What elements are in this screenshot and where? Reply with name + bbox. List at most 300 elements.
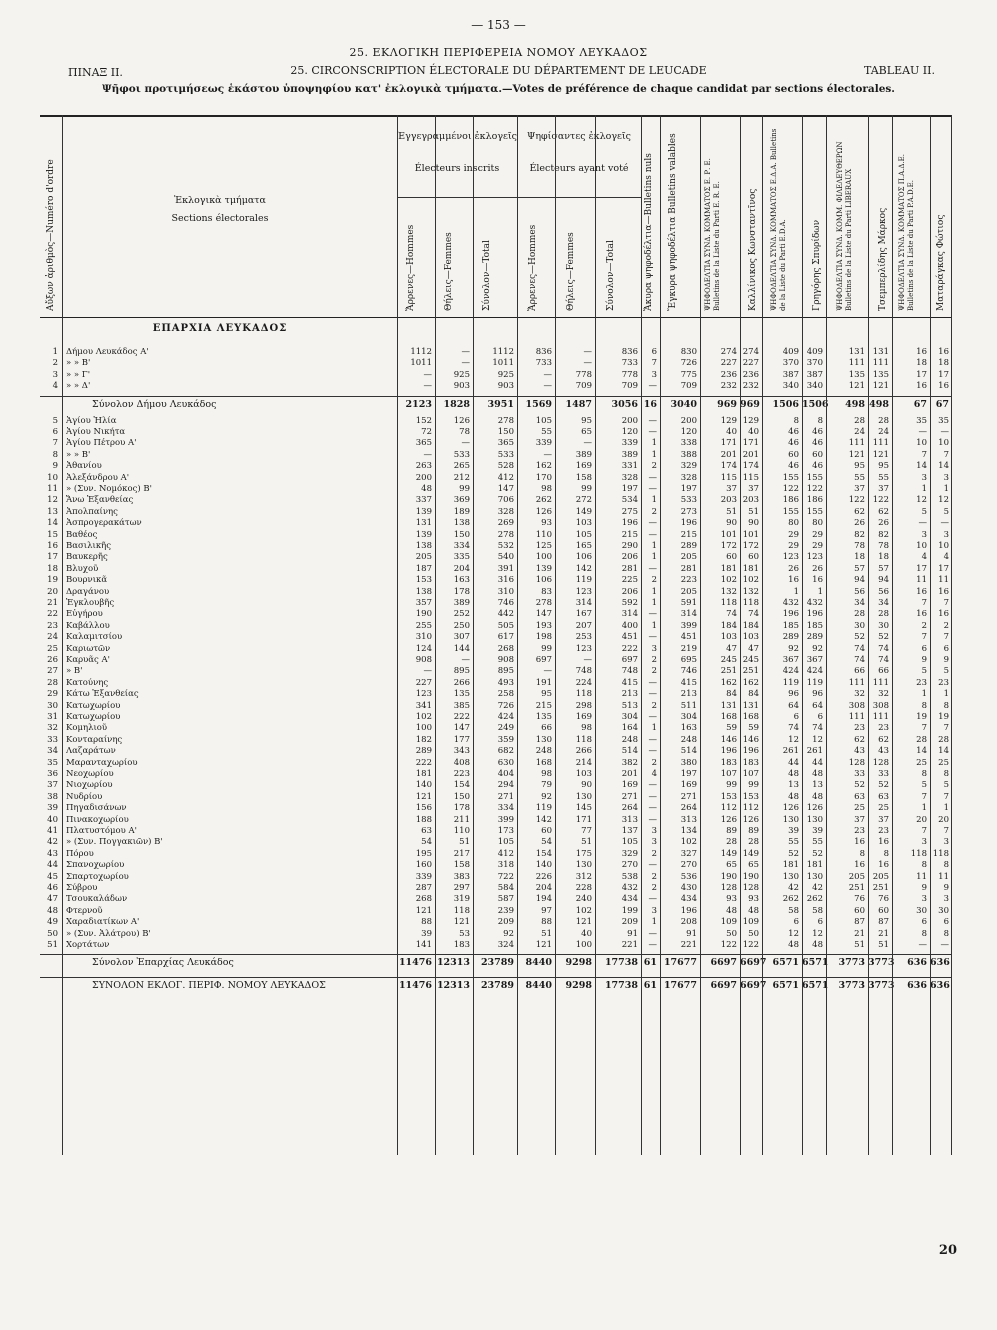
cell-value: 263 <box>415 461 432 472</box>
section-name: » » Β' <box>66 449 91 460</box>
cell-value: 25 <box>854 803 865 814</box>
cell-value: 630 <box>497 757 514 768</box>
cell-value: 51 <box>541 928 552 939</box>
cell-value: 617 <box>497 632 514 643</box>
cell-value: 105 <box>575 529 592 540</box>
row-number: 31 <box>47 712 58 722</box>
cell-value: 23 <box>854 826 865 836</box>
cell-value: 314 <box>680 609 697 620</box>
cell-value: 222 <box>453 712 470 722</box>
cell-value: 183 <box>453 940 470 950</box>
cell-value: 1506 <box>802 398 829 410</box>
col-voted-header-fr: Électeurs ayant voté <box>529 163 629 174</box>
cell-value: 76 <box>878 894 889 905</box>
cell-value: 35 <box>938 415 949 426</box>
column-rule <box>517 115 518 1155</box>
cell-value: 5 <box>943 506 949 517</box>
cell-value: 328 <box>621 472 638 483</box>
cell-value: 1112 <box>492 347 514 357</box>
cell-value: 201 <box>720 449 737 460</box>
cell-value: 16 <box>878 837 889 848</box>
cell-value: 3773 <box>868 957 895 969</box>
cell-value: 131 <box>415 518 432 529</box>
cell-value: 304 <box>621 712 638 722</box>
cell-value: 264 <box>680 803 697 814</box>
cell-value: 48 <box>812 769 823 779</box>
section-name: Φτερνοῦ <box>66 905 103 916</box>
cell-value: 9298 <box>565 980 592 992</box>
cell-value: 43 <box>854 746 865 757</box>
cell-value: 100 <box>415 723 432 734</box>
cell-value: 18 <box>878 552 889 563</box>
cell-value: 409 <box>782 347 799 357</box>
cell-value: 329 <box>680 461 697 472</box>
cell-value: 131 <box>742 700 759 711</box>
cell-value: 6 <box>651 347 657 357</box>
cell-value: 2 <box>921 620 927 631</box>
cell-value: 3 <box>651 369 657 380</box>
sum-rule <box>40 954 952 955</box>
cell-value: 1487 <box>565 398 592 410</box>
cell-value: 709 <box>680 381 697 392</box>
cell-value: 8 <box>883 848 889 859</box>
section-name: » (Συν. Νομόκος) Β' <box>66 484 152 494</box>
cell-value: 536 <box>680 871 697 882</box>
cell-value: 11 <box>916 575 927 586</box>
cell-value: 236 <box>720 369 737 380</box>
column-rule <box>802 115 803 1155</box>
cell-value: 158 <box>453 860 470 871</box>
row-number: 43 <box>47 848 58 859</box>
cell-value: 132 <box>742 586 759 597</box>
cell-value: 424 <box>782 666 799 677</box>
cell-value: 140 <box>415 780 432 791</box>
cell-value: 130 <box>782 814 799 825</box>
cell-value: 271 <box>680 791 697 802</box>
col-vot-men: Ἄρρενες—Hommes <box>528 224 538 311</box>
cell-value: 46 <box>788 438 799 449</box>
cell-value: 908 <box>415 655 432 665</box>
cell-value: 138 <box>415 541 432 551</box>
cell-value: 44 <box>788 757 799 768</box>
cell-value: 248 <box>621 734 638 745</box>
cell-value: — <box>940 427 949 437</box>
cell-value: — <box>423 449 432 460</box>
cell-value: 200 <box>680 415 697 426</box>
cell-value: 228 <box>575 883 592 893</box>
cell-value: 53 <box>459 928 470 939</box>
cell-value: 139 <box>415 506 432 517</box>
cell-value: 255 <box>415 620 432 631</box>
cell-value: 16 <box>938 347 949 357</box>
cell-value: 7 <box>943 449 949 460</box>
cell-value: 925 <box>453 369 470 380</box>
cell-value: 178 <box>453 586 470 597</box>
cell-value: 58 <box>788 905 799 916</box>
cell-value: 64 <box>812 700 823 711</box>
cell-value: 109 <box>742 917 759 928</box>
cell-value: 8 <box>793 415 799 426</box>
cell-value: 168 <box>742 712 759 722</box>
table-row <box>40 735 952 746</box>
cell-value: 3 <box>651 643 657 654</box>
subtitle: Ψῆφοι προτιμήσεως ἑκάστου ὑποψηφίου κατ' ἐκλογικὰ τμήματα.—Votes de préférence de chaque candidat par sections électorales. <box>102 83 895 95</box>
cell-value: 186 <box>806 495 823 506</box>
cell-value: 251 <box>848 883 865 893</box>
cell-value: 74 <box>726 609 737 620</box>
cell-value: 8 <box>921 769 927 779</box>
cell-value: 215 <box>621 529 638 540</box>
cell-value: 118 <box>742 598 759 608</box>
table-row <box>40 929 952 940</box>
cell-value: 227 <box>415 677 432 688</box>
cell-value: 60 <box>541 826 552 836</box>
cell-value: 388 <box>680 449 697 460</box>
cell-value: 144 <box>453 643 470 654</box>
cell-value: 184 <box>720 620 737 631</box>
cell-value: 196 <box>621 518 638 529</box>
cell-value: 74 <box>878 655 889 665</box>
cell-value: 2 <box>651 883 657 893</box>
section-name: Κονταραίνης <box>66 734 123 745</box>
cell-value: 51 <box>459 837 470 848</box>
cell-value: 130 <box>535 734 552 745</box>
cell-value: 205 <box>680 586 697 597</box>
row-number: 23 <box>47 620 58 631</box>
cell-value: 48 <box>421 484 432 494</box>
cell-value: 190 <box>415 609 432 620</box>
cell-value: 121 <box>848 381 865 392</box>
cell-value: 1 <box>651 541 657 551</box>
cell-value: 214 <box>575 757 592 768</box>
cell-value: 199 <box>621 905 638 916</box>
section-name: Κατούνης <box>66 677 109 688</box>
cell-value: — <box>583 438 592 449</box>
cell-value: 149 <box>575 506 592 517</box>
cell-value: 232 <box>720 381 737 392</box>
cell-value: 1569 <box>525 398 552 410</box>
row-number: 8 <box>52 449 58 460</box>
col-registered-header-fr: Électeurs inscrits <box>414 163 500 174</box>
total-row <box>40 957 952 968</box>
cell-value: 389 <box>453 598 470 608</box>
cell-value: 1 <box>921 689 927 700</box>
cell-value: 122 <box>872 495 889 506</box>
cell-value: 240 <box>575 894 592 905</box>
cell-value: 196 <box>720 746 737 757</box>
cell-value: 178 <box>453 803 470 814</box>
cell-value: 55 <box>812 837 823 848</box>
cell-value: 289 <box>806 632 823 643</box>
section-name: Σύνολον Δήμου Λευκάδος <box>92 398 217 410</box>
cell-value: 37 <box>878 814 889 825</box>
cell-value: 17 <box>916 369 927 380</box>
section-name: » Β' <box>66 666 83 677</box>
cell-value: 726 <box>680 358 697 369</box>
cell-value: 92 <box>788 643 799 654</box>
cell-value: 359 <box>497 734 514 745</box>
cell-value: 1011 <box>492 358 514 369</box>
cell-value: 7 <box>943 723 949 734</box>
cell-value: 13 <box>788 780 799 791</box>
cell-value: 52 <box>812 848 823 859</box>
cell-value: 370 <box>806 358 823 369</box>
cell-value: 60 <box>726 552 737 563</box>
cell-value: 925 <box>497 369 514 380</box>
cell-value: 6571 <box>802 980 829 992</box>
cell-value: 1 <box>793 586 799 597</box>
cell-value: 134 <box>680 826 697 836</box>
cell-value: 11476 <box>398 980 432 992</box>
table-row <box>40 416 952 427</box>
cell-value: 194 <box>535 894 552 905</box>
cell-value: 20 <box>916 814 927 825</box>
cell-value: 132 <box>720 586 737 597</box>
cell-value: 7 <box>943 826 949 836</box>
cell-value: 281 <box>621 563 638 574</box>
cell-value: 1 <box>651 917 657 928</box>
row-number: 19 <box>47 575 58 586</box>
cell-value: 169 <box>621 780 638 791</box>
cell-value: 42 <box>812 883 823 893</box>
cell-value: 170 <box>535 472 552 483</box>
cell-value: 212 <box>453 472 470 483</box>
cell-value: 16 <box>854 860 865 871</box>
cell-value: 380 <box>680 757 697 768</box>
cell-value: 209 <box>621 917 638 928</box>
cell-value: 65 <box>726 860 737 871</box>
cell-value: 391 <box>497 563 514 574</box>
col-null: Ἄκυρα ψηφοδέλτια—Bulletins nuls <box>644 153 654 311</box>
cell-value: 370 <box>782 358 799 369</box>
row-number: 39 <box>47 803 58 814</box>
cell-value: 167 <box>575 609 592 620</box>
section-name: Σύβρου <box>66 883 98 893</box>
cell-value: — <box>648 780 657 791</box>
cell-value: 313 <box>621 814 638 825</box>
cell-value: 836 <box>535 347 552 357</box>
cell-value: 270 <box>680 860 697 871</box>
cell-value: 95 <box>581 415 592 426</box>
cell-value: 11 <box>938 871 949 882</box>
cell-value: 115 <box>742 472 759 483</box>
cell-value: 130 <box>806 871 823 882</box>
cell-value: 748 <box>621 666 638 677</box>
row-number: 24 <box>47 632 58 643</box>
cell-value: 2 <box>651 848 657 859</box>
cell-value: 12 <box>788 734 799 745</box>
table-row <box>40 495 952 506</box>
cell-value: 50 <box>726 928 737 939</box>
cell-value: 5 <box>943 780 949 791</box>
cell-value: 432 <box>782 598 799 608</box>
row-number: 6 <box>52 427 58 437</box>
cell-value: 146 <box>742 734 759 745</box>
cell-value: 249 <box>497 723 514 734</box>
cell-value: 128 <box>720 883 737 893</box>
section-name: Βασιλικῆς <box>66 541 112 551</box>
cell-value: 29 <box>788 529 799 540</box>
cell-value: 84 <box>726 689 737 700</box>
cell-value: 9 <box>943 883 949 893</box>
cell-value: 308 <box>848 700 865 711</box>
cell-value: — <box>423 381 432 392</box>
cell-value: 58 <box>812 905 823 916</box>
cell-value: 196 <box>680 518 697 529</box>
cell-value: 9 <box>943 655 949 665</box>
cell-value: 60 <box>788 449 799 460</box>
row-number: 2 <box>52 358 58 369</box>
cell-value: — <box>423 369 432 380</box>
cell-value: — <box>648 791 657 802</box>
cell-value: 98 <box>581 723 592 734</box>
cell-value: 162 <box>742 677 759 688</box>
cell-value: 111 <box>872 712 889 722</box>
cell-value: — <box>543 449 552 460</box>
cell-value: 74 <box>812 723 823 734</box>
cell-value: 196 <box>742 746 759 757</box>
cell-value: 120 <box>680 427 697 437</box>
cell-value: 387 <box>782 369 799 380</box>
cell-value: 3 <box>651 905 657 916</box>
cell-value: 365 <box>497 438 514 449</box>
cell-value: — <box>648 677 657 688</box>
cell-value: 95 <box>541 689 552 700</box>
cell-value: 1112 <box>410 347 432 357</box>
cell-value: 165 <box>575 541 592 551</box>
cell-value: 23 <box>916 677 927 688</box>
row-number: 50 <box>47 928 58 939</box>
cell-value: 200 <box>621 415 638 426</box>
cell-value: 30 <box>938 905 949 916</box>
cell-value: 9 <box>921 655 927 665</box>
section-name: Σπαρτοχωρίου <box>66 871 129 882</box>
cell-value: 66 <box>878 666 889 677</box>
column-rule <box>892 115 893 1155</box>
section-name: Ἀπολπαίνης <box>66 506 118 517</box>
cell-value: 95 <box>854 461 865 472</box>
cell-value: 334 <box>497 803 514 814</box>
section-name: Εὐγήρου <box>66 609 103 620</box>
cell-value: 128 <box>742 883 759 893</box>
cell-value: 328 <box>680 472 697 483</box>
cell-value: 29 <box>812 541 823 551</box>
row-number: 49 <box>47 917 58 928</box>
cell-value: 442 <box>497 609 514 620</box>
cell-value: 135 <box>872 369 889 380</box>
cell-value: 46 <box>788 461 799 472</box>
cell-value: 245 <box>720 655 737 665</box>
cell-value: 697 <box>621 655 638 665</box>
col-valid: Ἔγκυρα ψηφοδέλτια Bulletins valables <box>668 133 678 311</box>
cell-value: 329 <box>621 848 638 859</box>
cell-value: 52 <box>878 780 889 791</box>
cell-value: 251 <box>872 883 889 893</box>
cell-value: 1 <box>921 484 927 494</box>
cell-value: 196 <box>806 609 823 620</box>
row-number: 34 <box>47 746 58 757</box>
section-name: Σύνολον Ἐπαρχίας Λευκάδος <box>92 957 234 969</box>
cell-value: 37 <box>854 814 865 825</box>
row-number: 5 <box>52 415 58 426</box>
cell-value: 60 <box>748 552 759 563</box>
cell-value: 4 <box>921 552 927 563</box>
cell-value: 28 <box>726 837 737 848</box>
cell-value: 8 <box>943 928 949 939</box>
table-row <box>40 632 952 643</box>
table-row <box>40 609 952 620</box>
cell-value: 297 <box>453 883 470 893</box>
cell-value: 8 <box>859 848 865 859</box>
cell-value: 7 <box>921 826 927 836</box>
cell-value: 278 <box>497 529 514 540</box>
cell-value: 122 <box>742 940 759 950</box>
cell-value: 746 <box>680 666 697 677</box>
cell-value: 258 <box>497 689 514 700</box>
cell-value: 185 <box>806 620 823 631</box>
cell-value: 103 <box>575 518 592 529</box>
cell-value: 156 <box>415 803 432 814</box>
section-name: Βουρνικᾶ <box>66 575 108 586</box>
cell-value: 135 <box>453 689 470 700</box>
cell-value: 78 <box>854 541 865 551</box>
cell-value: 10 <box>916 541 927 551</box>
section-name: Βαθέος <box>66 529 98 540</box>
column-rule <box>555 115 556 1155</box>
cell-value: 23 <box>938 677 949 688</box>
cell-value: 538 <box>621 871 638 882</box>
cell-value: 289 <box>782 632 799 643</box>
cell-value: 135 <box>848 369 865 380</box>
row-number: 4 <box>52 381 58 392</box>
cell-value: 160 <box>415 860 432 871</box>
cell-value: 341 <box>415 700 432 711</box>
cell-value: 271 <box>621 791 638 802</box>
cell-value: 268 <box>415 894 432 905</box>
cell-value: 187 <box>415 563 432 574</box>
cell-value: 155 <box>782 506 799 517</box>
section-name: Ἀλεξάνδρου Α' <box>66 472 130 483</box>
column-rule <box>62 115 63 1155</box>
cell-value: 2123 <box>405 398 432 410</box>
cell-value: 60 <box>878 905 889 916</box>
cell-value: 135 <box>535 712 552 722</box>
cell-value: 432 <box>806 598 823 608</box>
cell-value: 528 <box>497 461 514 472</box>
cell-value: 62 <box>854 506 865 517</box>
cell-value: 387 <box>806 369 823 380</box>
cell-value: 190 <box>742 871 759 882</box>
cell-value: 3 <box>651 837 657 848</box>
cell-value: 196 <box>680 905 697 916</box>
cell-value: 314 <box>621 609 638 620</box>
group-header-rule <box>397 197 641 198</box>
cell-value: 908 <box>497 655 514 665</box>
column-rule <box>435 115 436 1155</box>
cell-value: 30 <box>878 620 889 631</box>
section-name: Μαρανταχωρίου <box>66 757 138 768</box>
cell-value: 270 <box>621 860 638 871</box>
cell-value: 25 <box>916 757 927 768</box>
cell-value: 221 <box>680 940 697 950</box>
cell-value: 903 <box>497 381 514 392</box>
section-name: Νυδρίου <box>66 791 103 802</box>
cell-value: 591 <box>680 598 697 608</box>
column-rule <box>641 115 642 1155</box>
cell-value: 32 <box>878 689 889 700</box>
cell-value: 89 <box>726 826 737 836</box>
cell-value: 8 <box>817 415 823 426</box>
